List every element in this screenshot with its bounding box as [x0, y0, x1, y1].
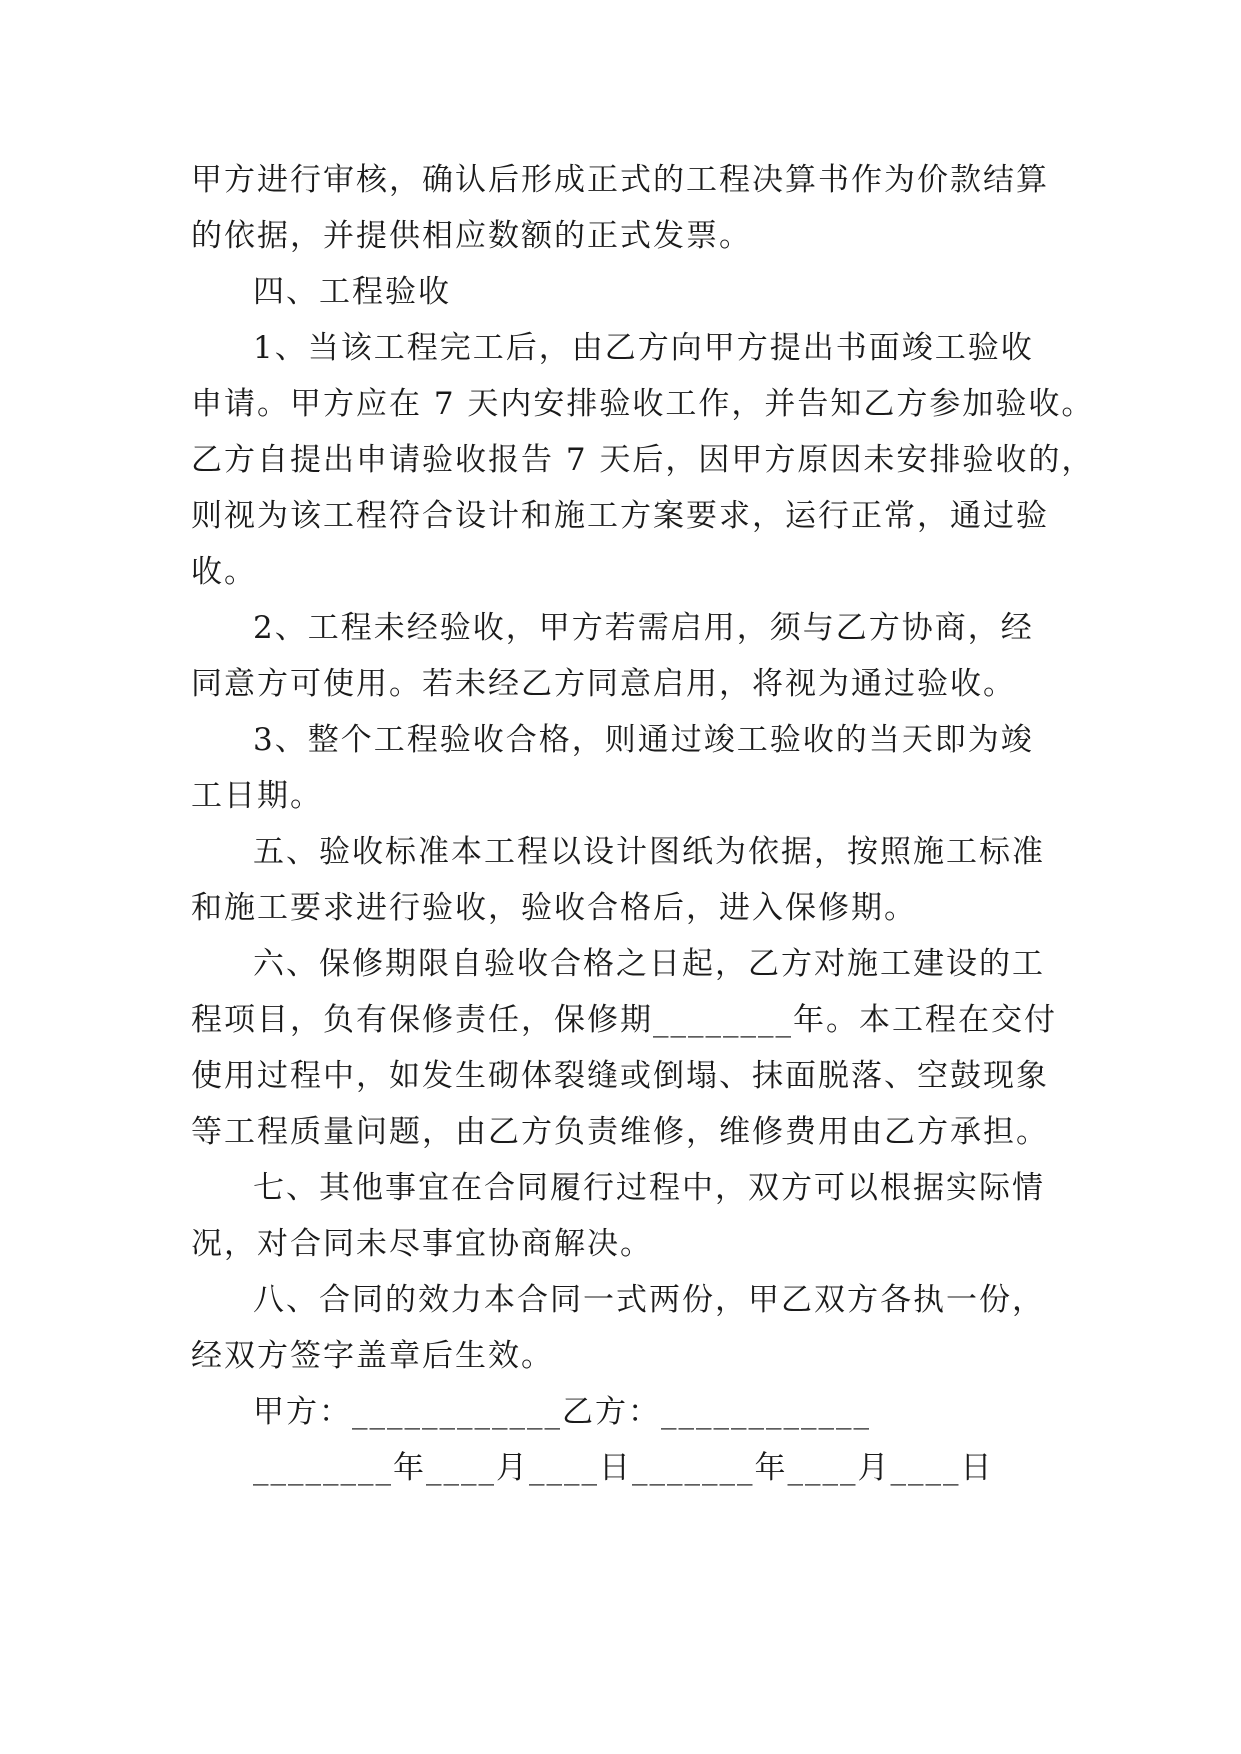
text-line: 同意方可使用。若未经乙方同意启用，将视为通过验收。 — [191, 666, 1016, 702]
text-line: 和施工要求进行验收，验收合格后，进入保修期。 — [191, 890, 917, 926]
section-heading-acceptance: 四、工程验收 — [253, 274, 451, 310]
signature-date-line: ________年____月____日_______年____月____日 — [253, 1450, 994, 1486]
section-acceptance-standard: 五、验收标准本工程以设计图纸为依据，按照施工标准 — [253, 834, 1045, 870]
text-line: 经双方签字盖章后生效。 — [191, 1338, 554, 1374]
section-warranty-period: 六、保修期限自验收合格之日起，乙方对施工建设的工 — [253, 946, 1045, 982]
text-line: 甲方进行审核，确认后形成正式的工程决算书作为价款结算 — [191, 162, 1049, 198]
text-line: 等工程质量问题，由乙方负责维修，维修费用由乙方承担。 — [191, 1114, 1049, 1150]
text-line: 申请。甲方应在 7 天内安排验收工作，并告知乙方参加验收。 — [191, 386, 1095, 422]
text-line: 2、工程未经验收，甲方若需启用，须与乙方协商，经 — [253, 610, 1034, 646]
text-line: 程项目，负有保修责任，保修期________年。本工程在交付 — [191, 1002, 1057, 1038]
section-contract-validity: 八、合同的效力本合同一式两份，甲乙双方各执一份， — [253, 1282, 1045, 1318]
text-line: 3、整个工程验收合格，则通过竣工验收的当天即为竣 — [253, 722, 1034, 758]
text-line: 况，对合同未尽事宜协商解决。 — [191, 1226, 653, 1262]
text-line: 工日期。 — [191, 778, 323, 814]
text-line: 收。 — [191, 554, 257, 590]
section-other-matters: 七、其他事宜在合同履行过程中，双方可以根据实际情 — [253, 1170, 1045, 1206]
text-line: 则视为该工程符合设计和施工方案要求，运行正常，通过验 — [191, 498, 1049, 534]
text-line: 使用过程中，如发生砌体裂缝或倒塌、抹面脱落、空鼓现象 — [191, 1058, 1049, 1094]
text-line: 1、当该工程完工后，由乙方向甲方提出书面竣工验收 — [253, 330, 1034, 366]
text-line: 的依据，并提供相应数额的正式发票。 — [191, 218, 752, 254]
signature-parties-line: 甲方：____________乙方：____________ — [253, 1394, 871, 1430]
text-line: 乙方自提出申请验收报告 7 天后，因甲方原因未安排验收的， — [191, 442, 1095, 478]
